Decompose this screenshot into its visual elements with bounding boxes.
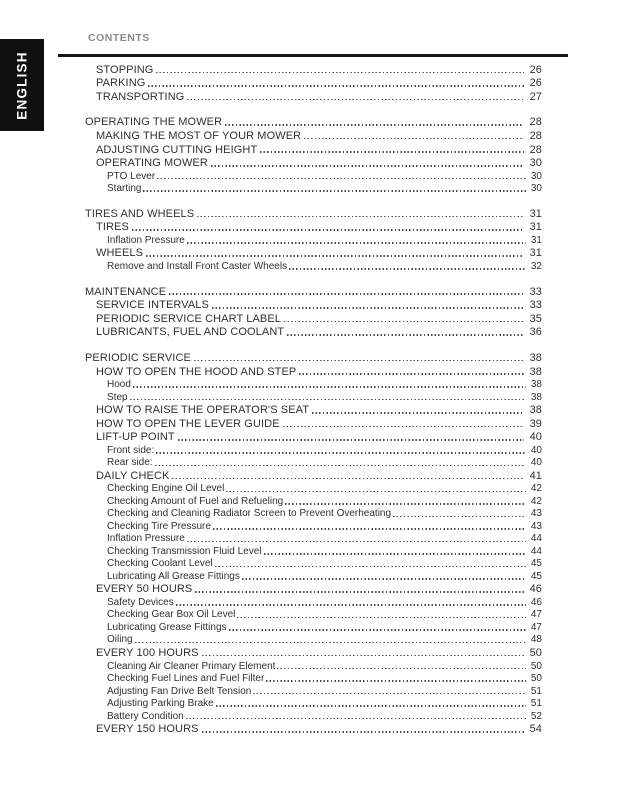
toc-entry-title: Checking Fuel Lines and Fuel Filter: [107, 673, 265, 685]
dot-leader: [187, 99, 524, 101]
toc-entry-title: Battery Condition: [107, 710, 184, 722]
header-rule: [58, 54, 568, 57]
toc-entry: [85, 284, 542, 298]
toc-entry-page: 40: [529, 431, 542, 444]
dot-leader: [226, 491, 526, 493]
dot-leader: [285, 503, 526, 505]
toc-entry: [85, 156, 542, 170]
dot-leader: [266, 680, 526, 682]
toc-entry-page: 52: [530, 710, 542, 722]
toc-entry-page: 31: [529, 247, 542, 260]
toc-entry-page: 38: [529, 365, 542, 378]
toc-entry-title: STOPPING: [96, 63, 154, 76]
toc-entry-title: Checking Engine Oil Level: [107, 483, 225, 495]
toc-entry: [85, 311, 542, 325]
toc-entry-title: Rear side:: [107, 457, 153, 469]
toc-entry: [85, 544, 542, 557]
dot-leader: [194, 360, 524, 362]
toc-entry: [85, 62, 542, 76]
toc-entry-page: 31: [530, 234, 542, 246]
toc-entry-title: Inflation Pressure: [107, 234, 185, 246]
toc-entry: [85, 378, 542, 391]
toc-entry-title: LUBRICANTS, FUEL AND COOLANT: [96, 326, 285, 339]
toc-entry: [85, 456, 542, 469]
toc-entry: [85, 507, 542, 520]
dot-leader: [264, 553, 526, 555]
toc-entry-page: 26: [529, 63, 542, 76]
toc-entry-title: Oiling: [107, 634, 133, 646]
toc-entry-page: 43: [530, 508, 542, 520]
toc-entry-page: 42: [530, 483, 542, 495]
dot-leader: [157, 178, 526, 180]
toc-entry-page: 51: [530, 698, 542, 710]
dot-leader: [304, 138, 524, 140]
toc-entry-page: 54: [529, 723, 542, 736]
toc-entry-title: DAILY CHECK: [96, 469, 170, 482]
toc-entry-page: 30: [529, 157, 542, 170]
toc: [85, 62, 542, 735]
toc-entry-page: 28: [529, 129, 542, 142]
dot-leader: [289, 268, 526, 270]
toc-entry-page: 44: [530, 545, 542, 557]
dot-leader: [156, 452, 526, 454]
toc-entry-title: Checking Coolant Level: [107, 558, 213, 570]
dot-leader: [186, 718, 526, 720]
toc-entry: [85, 430, 542, 444]
toc-entry-page: 38: [529, 404, 542, 417]
toc-entry-title: OPERATING THE MOWER: [85, 116, 223, 129]
toc-entry-title: Checking Tire Pressure: [107, 520, 211, 532]
toc-group: [85, 206, 542, 272]
toc-entry-page: 41: [529, 469, 542, 482]
toc-entry: [85, 633, 542, 646]
toc-entry: [85, 595, 542, 608]
toc-entry: [85, 115, 542, 129]
dot-leader: [242, 578, 526, 580]
toc-entry: [85, 364, 542, 378]
dot-leader: [146, 255, 524, 257]
toc-entry-title: EVERY 100 HOURS: [96, 647, 199, 660]
toc-entry: [85, 672, 542, 685]
toc-entry-title: Inflation Pressure: [107, 533, 185, 545]
language-tab: [0, 39, 44, 131]
toc-entry-title: Adjusting Fan Drive Belt Tension: [107, 685, 252, 697]
toc-entry-title: Hood: [107, 379, 131, 390]
toc-entry-page: 30: [530, 183, 542, 195]
toc-entry-title: Front side:: [107, 444, 155, 456]
toc-entry-title: TIRES: [96, 221, 129, 234]
dot-leader: [187, 541, 526, 543]
toc-entry-title: TRANSPORTING: [96, 90, 185, 103]
toc-entry-page: 45: [530, 558, 542, 570]
dot-leader: [178, 439, 524, 441]
toc-entry: [85, 684, 542, 697]
dot-leader: [260, 151, 524, 153]
dot-leader: [135, 642, 526, 644]
dot-leader: [287, 334, 524, 336]
toc-entry-page: 47: [530, 621, 542, 633]
dot-leader: [237, 617, 526, 619]
toc-entry-page: 35: [529, 312, 542, 325]
dot-leader: [130, 399, 526, 401]
dot-leader: [299, 373, 524, 375]
toc-entry: [85, 494, 542, 507]
toc-entry-page: 38: [529, 351, 542, 364]
toc-entry-page: 28: [529, 116, 542, 129]
toc-entry-title: Lubricating All Grease Fittings: [107, 570, 240, 582]
toc-entry-title: EVERY 150 HOURS: [96, 723, 199, 736]
toc-entry: [85, 403, 542, 417]
toc-entry-title: PTO Lever: [107, 170, 156, 182]
toc-entry: [85, 532, 542, 545]
toc-entry: [85, 259, 542, 272]
toc-entry-title: PERIODIC SERVICE CHART LABEL: [96, 312, 281, 325]
dot-leader: [132, 229, 524, 231]
dot-leader: [215, 566, 526, 568]
toc-entry: [85, 557, 542, 570]
toc-entry-page: 47: [530, 609, 542, 621]
toc-entry-page: 46: [529, 583, 542, 596]
toc-entry: [85, 443, 542, 456]
dot-leader: [229, 629, 526, 631]
toc-group: [85, 350, 542, 735]
dot-leader: [225, 124, 524, 126]
toc-entry: [85, 298, 542, 312]
dot-leader: [202, 731, 524, 733]
toc-entry-page: 36: [529, 326, 542, 339]
toc-entry: [85, 709, 542, 722]
toc-entry: [85, 350, 542, 364]
toc-entry-title: Checking and Cleaning Radiator Screen to Prevent Overheating: [107, 508, 392, 520]
toc-entry-title: HOW TO OPEN THE LEVER GUIDE: [96, 417, 280, 430]
toc-group: [85, 115, 542, 194]
toc-entry-page: 30: [530, 170, 542, 182]
language-tab-label: ENGLISH: [14, 50, 30, 120]
toc-entry-title: Step: [107, 391, 128, 403]
toc-entry-page: 26: [529, 77, 542, 90]
toc-entry-page: 46: [530, 596, 542, 608]
dot-leader: [187, 242, 526, 244]
dot-leader: [197, 216, 524, 218]
toc-entry: [85, 246, 542, 260]
toc-entry: [85, 182, 542, 195]
toc-entry-title: Checking Amount of Fuel and Refueling: [107, 495, 284, 507]
toc-entry-title: Cleaning Air Cleaner Primary Element: [107, 660, 276, 672]
toc-entry: [85, 169, 542, 182]
toc-entry-page: 50: [530, 673, 542, 685]
toc-entry-page: 33: [529, 299, 542, 312]
dot-leader: [212, 307, 524, 309]
dot-leader: [143, 190, 526, 192]
toc-entry: [85, 76, 542, 90]
toc-entry: [85, 142, 542, 156]
toc-entry-page: 50: [529, 647, 542, 660]
toc-entry-title: PARKING: [96, 77, 146, 90]
toc-entry: [85, 220, 542, 234]
toc-entry-title: Checking Gear Box Oil Level: [107, 609, 236, 621]
dot-leader: [312, 412, 524, 414]
toc-entry-title: PERIODIC SERVICE: [85, 351, 191, 364]
dot-leader: [393, 516, 526, 518]
toc-entry: [85, 233, 542, 246]
toc-entry: [85, 128, 542, 142]
dot-leader: [156, 72, 524, 74]
dot-leader: [283, 426, 524, 428]
toc-entry-page: 40: [530, 457, 542, 469]
dot-leader: [176, 604, 526, 606]
dot-leader: [169, 293, 524, 295]
toc-entry: [85, 519, 542, 532]
dot-leader: [213, 528, 526, 530]
toc-entry: [85, 482, 542, 495]
toc-entry-page: 38: [530, 379, 542, 390]
toc-entry-title: Remove and Install Front Caster Wheels: [107, 260, 288, 272]
dot-leader: [155, 465, 526, 467]
toc-entry: [85, 722, 542, 736]
toc-entry-page: 31: [529, 207, 542, 220]
toc-entry: [85, 697, 542, 710]
toc-entry-title: Lubricating Grease Fittings: [107, 621, 227, 633]
toc-entry-page: 31: [529, 221, 542, 234]
toc-entry-title: SERVICE INTERVALS: [96, 299, 209, 312]
toc-entry-page: 38: [530, 391, 542, 403]
toc-entry: [85, 569, 542, 582]
toc-entry: [85, 659, 542, 672]
toc-entry-title: EVERY 50 HOURS: [96, 583, 193, 596]
toc-entry-title: Safety Devices: [107, 596, 174, 608]
toc-entry: [85, 620, 542, 633]
dot-leader: [277, 668, 526, 670]
toc-entry-title: Checking Transmission Fluid Level: [107, 545, 262, 557]
toc-entry: [85, 206, 542, 220]
dot-leader: [202, 655, 524, 657]
dot-leader: [148, 85, 524, 87]
toc-group: [85, 62, 542, 103]
toc-entry-title: WHEELS: [96, 247, 144, 260]
toc-entry: [85, 390, 542, 403]
toc-entry-page: 45: [530, 570, 542, 582]
page-title: CONTENTS: [88, 32, 150, 44]
dot-leader: [253, 693, 526, 695]
toc-entry: [85, 608, 542, 621]
toc-entry-title: HOW TO OPEN THE HOOD AND STEP: [96, 365, 297, 378]
toc-entry-page: 32: [530, 260, 542, 272]
toc-entry: [85, 325, 542, 339]
toc-entry-title: TIRES AND WHEELS: [85, 207, 195, 220]
dot-leader: [216, 705, 526, 707]
toc-entry-page: 51: [530, 685, 542, 697]
toc-entry-title: ADJUSTING CUTTING HEIGHT: [96, 143, 258, 156]
toc-entry: [85, 468, 542, 482]
dot-leader: [195, 591, 524, 593]
dot-leader: [172, 478, 524, 480]
toc-entry-title: MAKING THE MOST OF YOUR MOWER: [96, 129, 302, 142]
toc-entry: [85, 582, 542, 596]
dot-leader: [284, 321, 524, 323]
dot-leader: [211, 165, 524, 167]
toc-entry: [85, 645, 542, 659]
toc-entry-page: 44: [530, 533, 542, 545]
toc-entry-title: Starting: [107, 183, 142, 195]
toc-entry-title: LIFT-UP POINT: [96, 431, 175, 444]
toc-entry-page: 43: [530, 520, 542, 532]
toc-entry-title: OPERATING MOWER: [96, 157, 208, 170]
toc-entry: [85, 416, 542, 430]
toc-entry-page: 40: [530, 444, 542, 456]
toc-group: [85, 284, 542, 338]
toc-entry-page: 28: [529, 143, 542, 156]
toc-entry-page: 48: [530, 634, 542, 646]
toc-entry-title: HOW TO RAISE THE OPERATOR'S SEAT: [96, 404, 310, 417]
toc-entry: [85, 89, 542, 103]
toc-entry-title: Adjusting Parking Brake: [107, 698, 214, 710]
dot-leader: [133, 386, 526, 388]
toc-entry-page: 50: [530, 660, 542, 672]
toc-entry-page: 27: [529, 90, 542, 103]
toc-entry-page: 42: [530, 495, 542, 507]
toc-entry-page: 33: [529, 285, 542, 298]
toc-entry-title: MAINTENANCE: [85, 285, 167, 298]
toc-entry-page: 39: [529, 417, 542, 430]
